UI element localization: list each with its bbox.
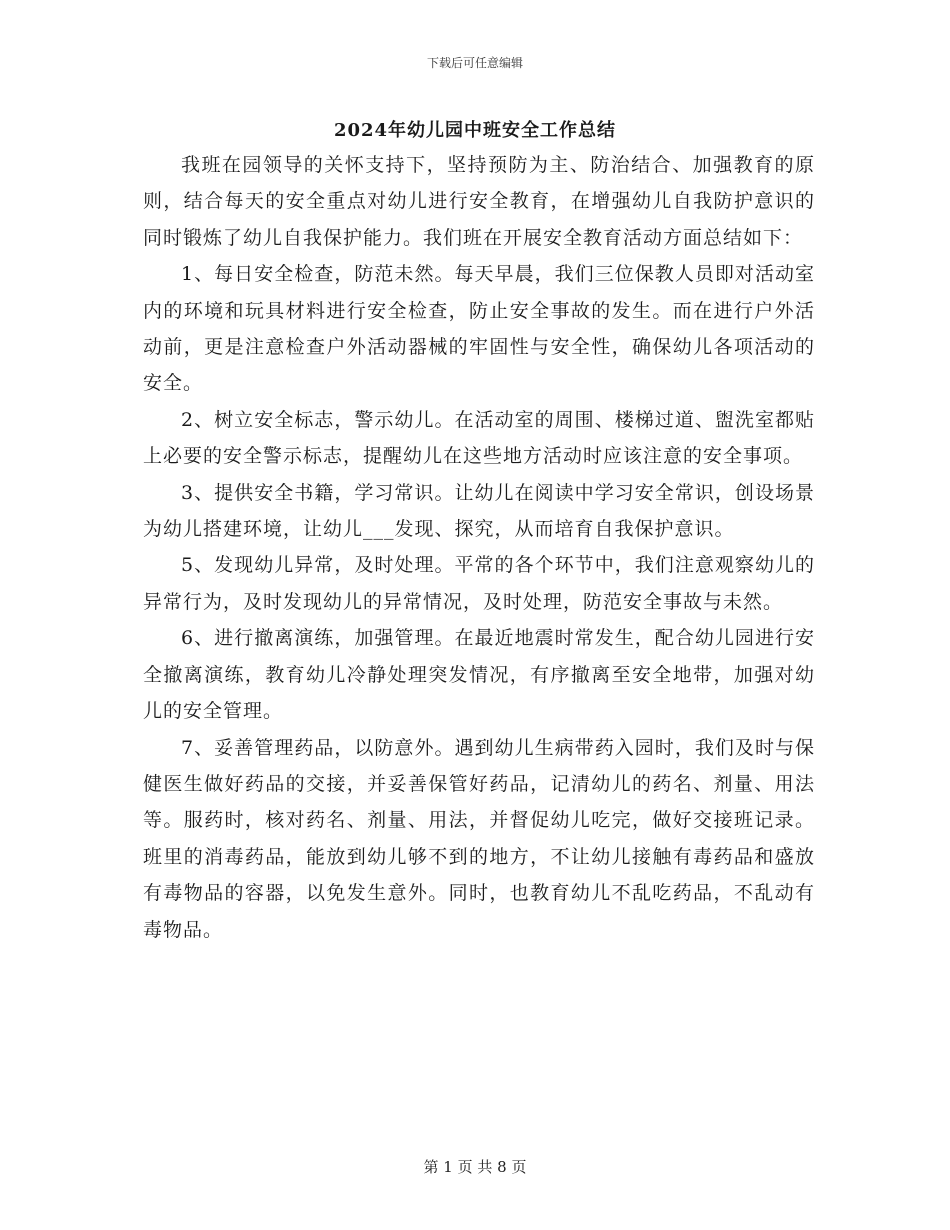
page-number: 第 1 页 共 8 页 bbox=[423, 1158, 527, 1176]
paragraph-item-1: 1、每日安全检查，防范未然。每天早晨，我们三位保教人员即对活动室内的环境和玩具材料进行安全检查，防止安全事故的发生。而在进行户外活动前，更是注意检查户外活动器械的牢固性与安全性，确保幼儿各项活动的安全。 bbox=[143, 263, 815, 395]
paragraph-item-3: 3、提供安全书籍，学习常识。让幼儿在阅读中学习安全常识，创设场景为幼儿搭建环境，让幼儿___发现、探究，从而培育自我保护意识。 bbox=[143, 481, 815, 541]
paragraph-intro: 我班在园领导的关怀支持下，坚持预防为主、防治结合、加强教育的原则，结合每天的安全重点对幼儿进行安全教育，在增强幼儿自我防护意识的同时锻炼了幼儿自我保护能力。我们班在开展安全教育活动方面总结如下： bbox=[143, 154, 815, 249]
paragraph-item-6: 6、进行撤离演练，加强管理。在最近地震时常发生，配合幼儿园进行安全撤离演练，教育幼儿冷静处理突发情况，有序撤离至安全地带，加强对幼儿的安全管理。 bbox=[143, 627, 815, 723]
page-header-note: 下载后可任意编辑 bbox=[426, 56, 523, 70]
document-body bbox=[143, 147, 815, 948]
paragraph-item-7: 7、妥善管理药品，以防意外。遇到幼儿生病带药入园时，我们及时与保健医生做好药品的交接，并妥善保管好药品，记清幼儿的药名、剂量、用法等。服药时，核对药名、剂量、用法，并督促幼儿吃完，做好交接班记录。班里的消毒药品，能放到幼儿够不到的地方，不让幼儿接触有毒药品和盛放有毒物品的容器，以免发生意外。同时，也教育幼儿不乱吃药品，不乱动有毒物品。 bbox=[143, 736, 815, 941]
document-title: 2024年幼儿园中班安全工作总结 bbox=[333, 120, 617, 141]
paragraph-item-2: 2、树立安全标志，警示幼儿。在活动室的周围、楼梯过道、盥洗室都贴上必要的安全警示标志，提醒幼儿在这些地方活动时应该注意的安全事项。 bbox=[143, 408, 815, 468]
paragraph-item-5: 5、发现幼儿异常，及时处理。平常的各个环节中，我们注意观察幼儿的异常行为，及时发现幼儿的异常情况，及时处理，防范安全事故与未然。 bbox=[143, 554, 815, 613]
